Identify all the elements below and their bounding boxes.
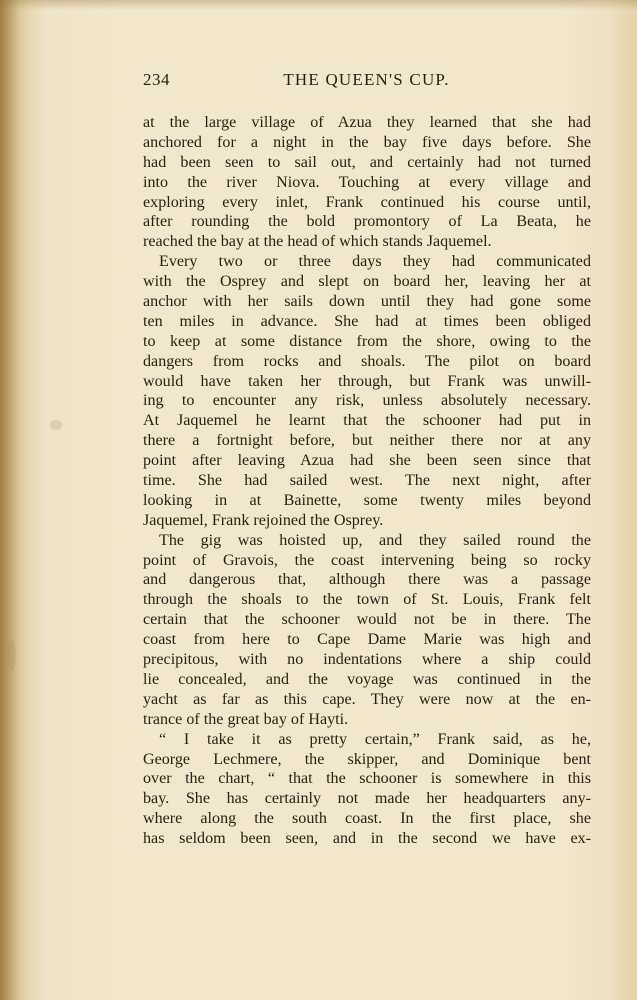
text-line: and dangerous that, although there was a passage [143,571,591,589]
running-title: THE QUEEN'S CUP. [283,70,450,89]
text-line: At Jaquemel he learnt that the schooner had put in [143,412,591,430]
text-line: with the Osprey and slept on board her, leaving her at [143,273,591,291]
text-line: looking in at Bainette, some twenty miles beyond [143,491,591,509]
text-line: certain that the schooner would not be in there. The [143,611,591,629]
text-line: time. She had sailed west. The next night, after [143,472,591,490]
page-number: 234 [143,70,170,89]
text-line: Every two or three days they had communicated [159,253,591,271]
text-line: anchored for a night in the bay five days before. She [143,133,591,151]
text-line: trance of the great bay of Hayti. [143,710,349,728]
text-line: has seldom been seen, and in the second we have ex- [143,830,591,848]
text-line: over the chart, “ that the schooner is somewhere in this [143,770,591,788]
text-line: there a fortnight before, but neither there nor at any [143,432,591,450]
text-line: George Lechmere, the skipper, and Dominique bent [143,750,591,768]
text-line: into the river Niova. Touching at every village and [143,173,591,191]
text-line: dangers from rocks and shoals. The pilot on board [143,352,591,370]
text-line: after rounding the bold promontory of La Beata, he [143,213,591,231]
page-header [143,70,590,94]
text-line: ing to encounter any risk, unless absolutely necessary. [143,392,591,410]
binding-gutter [0,0,28,1000]
text-line: reached the bay at the head of which stands Jaquemel. [143,233,492,251]
text-line: would have taken her through, but Frank was unwill- [143,372,591,390]
paper-spot [8,640,16,670]
text-line: bay. She has certainly not made her headquarters any- [143,790,591,808]
paper-spot [50,420,62,430]
text-line: lie concealed, and the voyage was continued in the [143,670,591,688]
text-line: anchor with her sails down until they had gone some [143,293,591,311]
text-line: The gig was hoisted up, and they sailed round the [159,531,591,549]
text-line: exploring every inlet, Frank continued his course until, [143,193,591,211]
text-line: point of Gravois, the coast intervening being so rocky [143,551,591,569]
text-line: coast from here to Cape Dame Marie was high and [143,631,591,649]
page-top-edge [0,0,637,10]
text-line: yacht as far as this cape. They were now at the en- [143,690,591,708]
body-text [143,113,591,849]
text-line: “ I take it as pretty certain,” Frank said, as he, [159,730,591,748]
text-line: Jaquemel, Frank rejoined the Osprey. [143,511,384,529]
text-line: through the shoals to the town of St. Louis, Frank felt [143,591,591,609]
text-line: precipitous, with no indentations where a ship could [143,651,591,669]
text-line: had been seen to sail out, and certainly had not turned [143,153,591,171]
text-line: at the large village of Azua they learned that she had [143,114,591,131]
text-line: point after leaving Azua had she been seen since that [143,452,591,470]
text-line: to keep at some distance from the shore, owing to the [143,332,591,350]
text-line: where along the south coast. In the first place, she [143,810,591,828]
text-line: ten miles in advance. She had at times been obliged [143,312,591,330]
